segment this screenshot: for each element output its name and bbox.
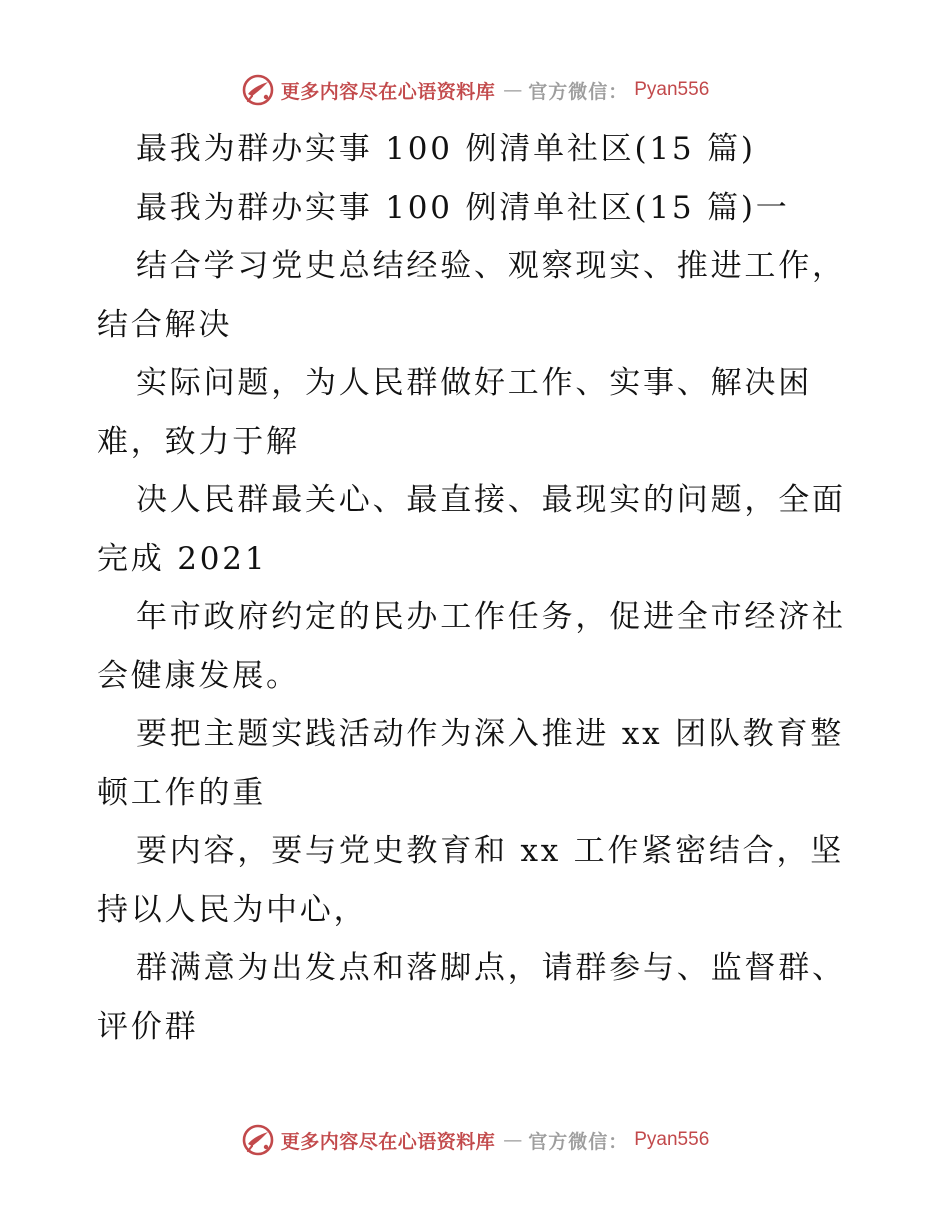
watermark-wechat-handle: Pyan556: [634, 1129, 710, 1150]
body-line: 实际问题，为人民群做好工作、实事、解决困: [136, 365, 812, 401]
header-watermark: [0, 70, 950, 110]
body-line: 顿工作的重: [97, 774, 266, 811]
body-text: [97, 120, 857, 1056]
watermark-wechat-label: 官方微信：: [528, 80, 629, 103]
body-line: 群满意为出发点和落脚点，请群参与、监督群、: [136, 950, 846, 986]
watermark-wechat-label: 官方微信：: [528, 1130, 629, 1153]
body-line: 要把主题实践活动作为深入推进 xx 团队教育整: [136, 716, 845, 752]
body-line: 会健康发展。: [97, 657, 300, 694]
body-line: 评价群: [97, 1008, 199, 1045]
body-line: 年市政府约定的民办工作任务，促进全市经济社: [136, 599, 846, 635]
body-line: 结合学习党史总结经验、观察现实、推进工作，: [136, 248, 846, 284]
body-line: 持以人民为中心，: [97, 891, 368, 928]
body-line: 最我为群办实事 100 例清单社区(15 篇)一: [136, 189, 790, 226]
body-line: 决人民群最关心、最直接、最现实的问题，全面: [136, 482, 846, 518]
watermark-main-text: 更多内容尽在心语资料库: [280, 80, 496, 103]
watermark-dash: —: [503, 1129, 521, 1151]
watermark-main-text: 更多内容尽在心语资料库: [280, 1130, 496, 1153]
body-line: 最我为群办实事 100 例清单社区(15 篇): [136, 131, 756, 167]
quill-seal-logo-icon: [241, 1123, 275, 1157]
body-line: 难，致力于解: [97, 423, 300, 460]
body-line: 结合解决: [97, 306, 233, 343]
watermark-dash: —: [503, 79, 521, 101]
watermark-wechat-handle: Pyan556: [634, 79, 710, 100]
body-line: 要内容，要与党史教育和 xx 工作紧密结合，坚: [136, 833, 845, 869]
quill-seal-logo-icon: [241, 73, 275, 107]
footer-watermark: [0, 1120, 950, 1160]
body-line: 完成 2021: [97, 540, 268, 577]
